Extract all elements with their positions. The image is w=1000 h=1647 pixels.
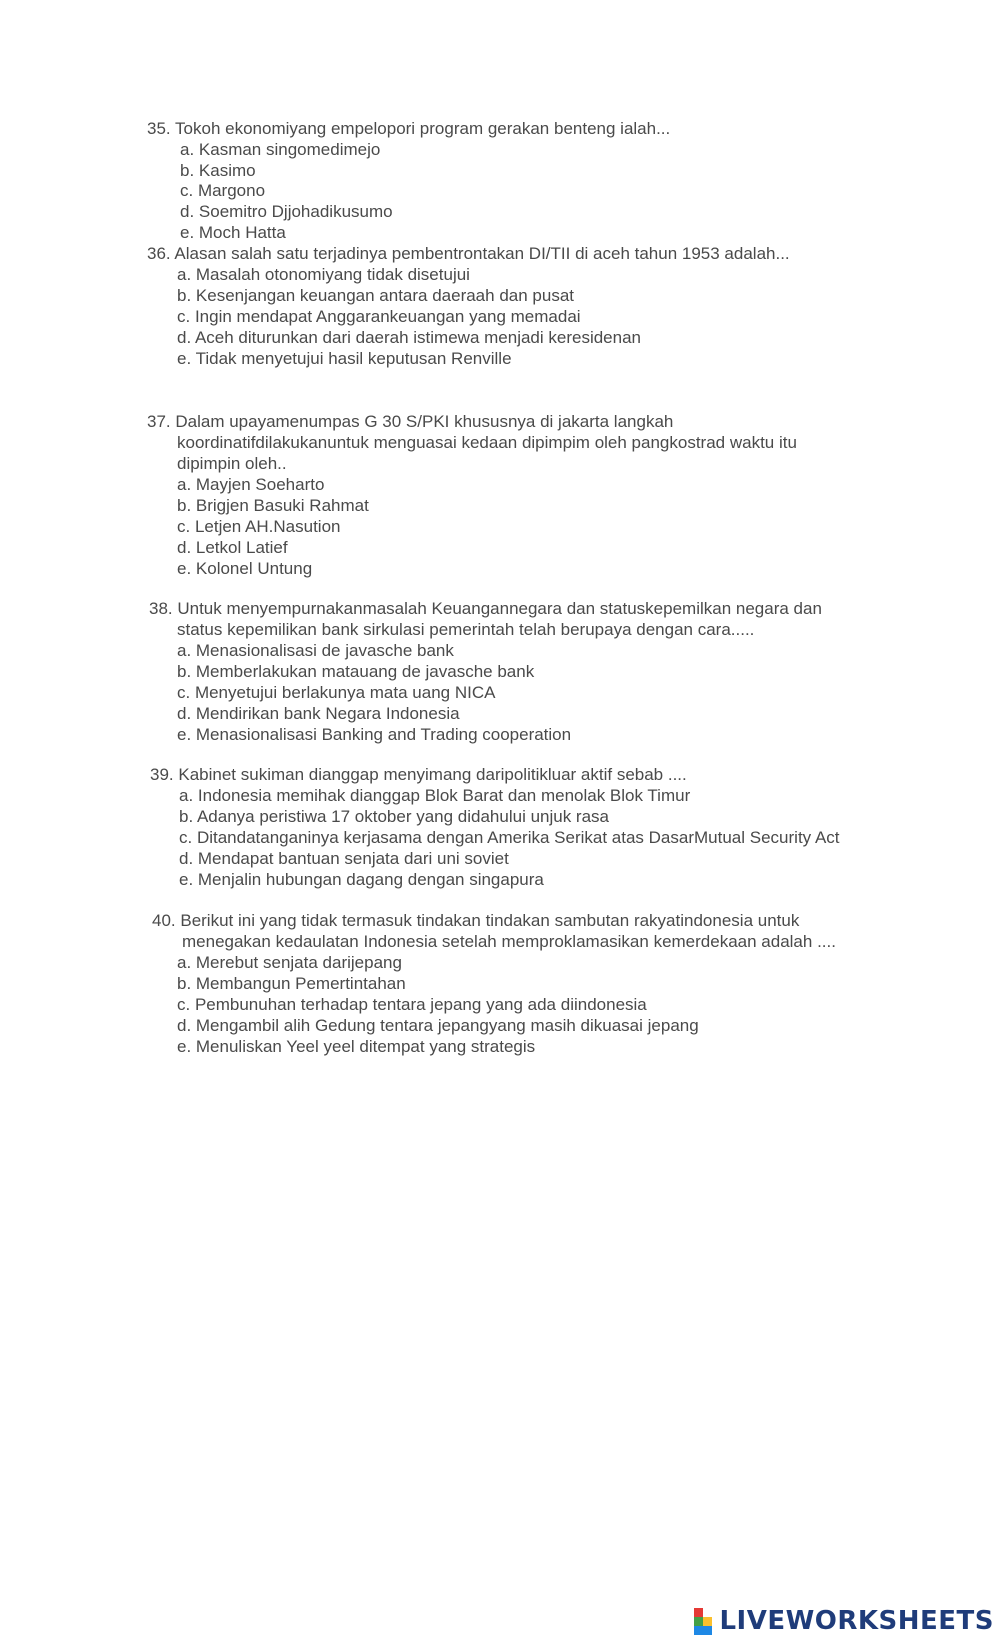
question-40-option-c: c. Pembunuhan terhadap tentara jepang yang ada diindonesia [177,995,647,1014]
question-38-text-line-2: status kepemilikan bank sirkulasi pemerintah telah berupaya dengan cara..... [177,620,755,639]
question-38-option-d: d. Mendirikan bank Negara Indonesia [177,704,460,723]
question-36-option-e: e. Tidak menyetujui hasil keputusan Renville [177,349,512,368]
question-37-text-line-2: koordinatifdilakukanuntuk menguasai kedaan dipimpim oleh pangkostrad waktu itu [177,433,797,452]
question-40-option-a: a. Merebut senjata darijepang [177,953,402,972]
question-39-option-a: a. Indonesia memihak dianggap Blok Barat dan menolak Blok Timur [179,786,691,805]
question-39-option-b: b. Adanya peristiwa 17 oktober yang didahului unjuk rasa [179,807,610,826]
question-40-text-line-2: menegakan kedaulatan Indonesia setelah memproklamasikan kemerdekaan adalah .... [182,932,836,951]
question-36-text: 36. Alasan salah satu terjadinya pembentrontakan DI/TII di aceh tahun 1953 adalah... [147,244,790,263]
question-38-option-e: e. Menasionalisasi Banking and Trading cooperation [177,725,572,744]
question-35-option-c: c. Margono [180,181,266,200]
question-35-text: 35. Tokoh ekonomiyang empelopori program gerakan benteng ialah... [147,119,671,138]
question-39-option-c: c. Ditandatanganinya kerjasama dengan Amerika Serikat atas DasarMutual Security Act [179,828,840,847]
liveworksheets-logo[interactable] [694,1606,994,1636]
liveworksheets-logo-text: LIVEWORKSHEETS [719,1606,994,1636]
question-39-text: 39. Kabinet sukiman dianggap menyimang daripolitikluar aktif sebab .... [150,765,687,784]
question-39-option-d: d. Mendapat bantuan senjata dari uni soviet [179,849,509,868]
liveworksheets-logo-icon [694,1608,715,1634]
question-37-text-line-1: 37. Dalam upayamenumpas G 30 S/PKI khususnya di jakarta langkah [147,412,674,431]
question-38-option-c: c. Menyetujui berlakunya mata uang NICA [177,683,496,702]
question-36-option-d: d. Aceh diturunkan dari daerah istimewa menjadi keresidenan [177,328,641,347]
question-35-option-e: e. Moch Hatta [180,223,286,242]
question-39-option-e: e. Menjalin hubungan dagang dengan singapura [179,870,544,889]
question-37-text-line-3: dipimpin oleh.. [177,454,287,473]
question-37-option-a: a. Mayjen Soeharto [177,475,325,494]
question-35-option-a: a. Kasman singomedimejo [180,140,381,159]
question-38-option-a: a. Menasionalisasi de javasche bank [177,641,454,660]
question-35-option-d: d. Soemitro Djjohadikusumo [180,202,393,221]
question-35-option-b: b. Kasimo [180,161,256,180]
question-40-option-d: d. Mengambil alih Gedung tentara jepangyang masih dikuasai jepang [177,1016,699,1035]
question-37-option-d: d. Letkol Latief [177,538,288,557]
question-37-option-b: b. Brigjen Basuki Rahmat [177,496,369,515]
question-36-option-c: c. Ingin mendapat Anggarankeuangan yang memadai [177,307,581,326]
question-40-option-e: e. Menuliskan Yeel yeel ditempat yang strategis [177,1037,536,1056]
question-37-option-e: e. Kolonel Untung [177,559,313,578]
question-37-option-c: c. Letjen AH.Nasution [177,517,341,536]
question-38-text-line-1: 38. Untuk menyempurnakanmasalah Keuangannegara dan statuskepemilkan negara dan [149,599,822,618]
question-36-option-a: a. Masalah otonomiyang tidak disetujui [177,265,470,284]
question-40-option-b: b. Membangun Pemertintahan [177,974,406,993]
question-36-option-b: b. Kesenjangan keuangan antara daeraah dan pusat [177,286,574,305]
question-38-option-b: b. Memberlakukan matauang de javasche bank [177,662,535,681]
question-40-text-line-1: 40. Berikut ini yang tidak termasuk tindakan tindakan sambutan rakyatindonesia untuk [152,911,800,930]
